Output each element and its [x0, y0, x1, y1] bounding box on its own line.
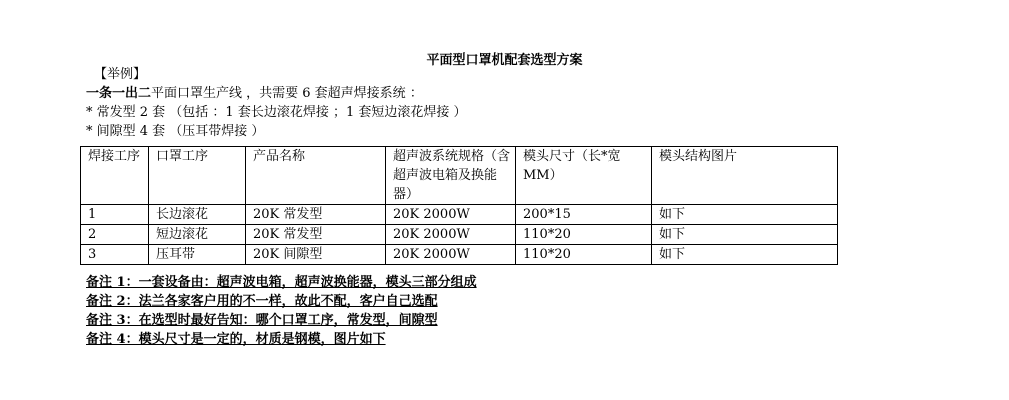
table-cell: 20K 2000W — [386, 245, 516, 265]
table-cell: 20K 2000W — [386, 205, 516, 225]
note-2: 备注 2：法兰各家客户用的不一样，故此不配，客户自己选配 — [86, 294, 438, 309]
header-product-name: 产品名称 — [246, 147, 386, 205]
table-cell: 20K 常发型 — [246, 225, 386, 245]
intro-bold: 一条一出二 — [86, 86, 152, 101]
intro-rest: 平面口罩生产线 ，共需要 6 套超声焊接系统 ： — [151, 86, 423, 101]
table-cell: 20K 2000W — [386, 225, 516, 245]
header-mask-process: 口罩工序 — [149, 147, 246, 205]
table-cell: 1 — [81, 205, 149, 225]
table-cell: 如下 — [652, 205, 838, 225]
table-cell: 压耳带 — [149, 245, 246, 265]
table-cell: 20K 常发型 — [246, 205, 386, 225]
table-cell: 200*15 — [516, 205, 652, 225]
table-cell: 20K 间隙型 — [246, 245, 386, 265]
header-die-size: 模头尺寸（长*宽 MM） — [516, 147, 652, 205]
bullet-gap-type: * 间隙型 4 套 （压耳带焊接 ） — [86, 124, 265, 139]
selection-table — [80, 146, 838, 265]
table-row — [81, 205, 838, 225]
note-1: 备注 1：一套设备由：超声波电箱，超声波换能器，模头三部分组成 — [86, 275, 477, 290]
notes-section — [86, 273, 477, 349]
table-row — [81, 225, 838, 245]
bullet-regular-type: * 常发型 2 套 （包括 ：1 套长边滚花焊接 ；1 套短边滚花焊接 ） — [86, 105, 467, 120]
table-cell: 110*20 — [516, 245, 652, 265]
table-cell: 2 — [81, 225, 149, 245]
table-cell: 如下 — [652, 225, 838, 245]
header-ultrasonic-spec: 超声波系统规格（含超声波电箱及换能器） — [386, 147, 516, 205]
note-3: 备注 3：在选型时最好告知：哪个口罩工序，常发型，间隙型 — [86, 313, 438, 328]
table-cell: 短边滚花 — [149, 225, 246, 245]
document-title: 平面型口罩机配套选型方案 — [426, 53, 583, 68]
header-weld-process: 焊接工序 — [81, 147, 149, 205]
table-cell: 长边滚花 — [149, 205, 246, 225]
table-cell: 110*20 — [516, 225, 652, 245]
example-label: 【举例】 — [94, 67, 147, 82]
note-4: 备注 4：模头尺寸是一定的，材质是钢模，图片如下 — [86, 332, 386, 347]
table-cell: 3 — [81, 245, 149, 265]
intro-line — [86, 85, 423, 103]
table-cell: 如下 — [652, 245, 838, 265]
table-row — [81, 245, 838, 265]
table-header-row — [81, 147, 838, 205]
header-die-image: 模头结构图片 — [652, 147, 838, 205]
